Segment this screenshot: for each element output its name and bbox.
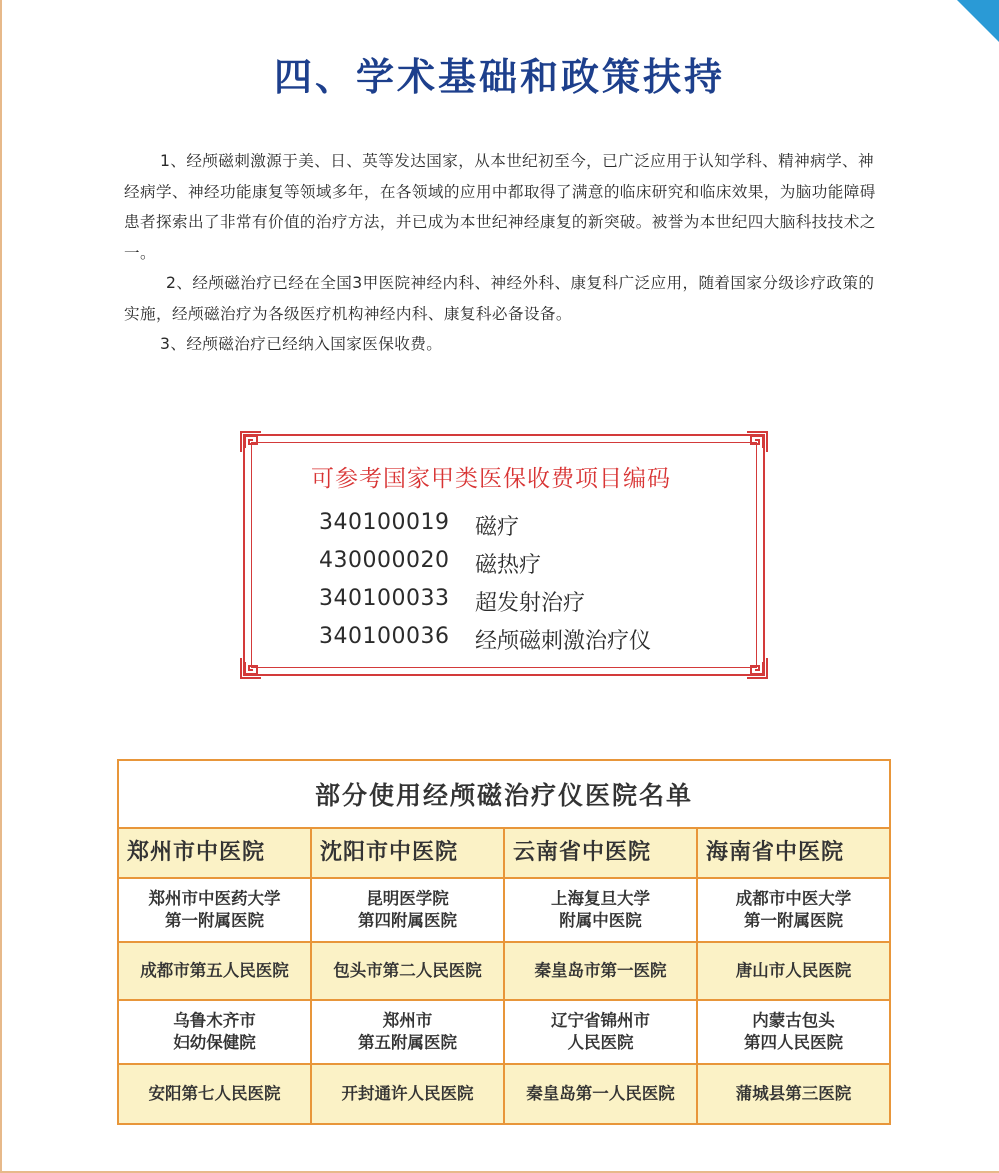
code-number: 340100019	[319, 510, 450, 535]
hospital-cell: 开封通许人民医院	[312, 1065, 505, 1123]
hospital-cell: 蒲城县第三医院	[698, 1065, 889, 1123]
corner-knot-icon	[745, 656, 769, 680]
hospital-table-title: 部分使用经颅磁治疗仪医院名单	[119, 761, 889, 829]
code-name: 磁疗	[475, 515, 520, 540]
code-number: 340100036	[319, 624, 450, 649]
hospital-cell: 昆明医学院 第四附属医院	[312, 879, 505, 943]
hospital-cell: 包头市第二人民医院	[312, 943, 505, 1001]
corner-knot-icon	[745, 430, 769, 454]
code-name: 磁热疗	[475, 553, 542, 578]
corner-knot-icon	[239, 656, 263, 680]
hospital-cell: 成都市中医大学 第一附属医院	[698, 879, 889, 943]
hospital-cell: 秦皇岛第一人民医院	[505, 1065, 698, 1123]
code-row	[319, 586, 651, 624]
code-number: 430000020	[319, 548, 450, 573]
paragraph-2: 2、经颅磁治疗已经在全国3甲医院神经内科、神经外科、康复科广泛应用，随着国家分级诊疗政策的实施，经颅磁治疗为各级医疗机构神经内科、康复科必备设备。	[124, 274, 875, 323]
hospital-cell: 云南省中医院	[505, 829, 698, 879]
corner-accent	[957, 0, 999, 42]
page-title: 四、学术基础和政策扶持	[273, 55, 725, 99]
corner-knot-icon	[239, 430, 263, 454]
hospital-table	[117, 759, 891, 1125]
hospital-cell: 郑州市中医院	[119, 829, 312, 879]
hospital-cell: 内蒙古包头 第四人民医院	[698, 1001, 889, 1065]
hospital-cell: 成都市第五人民医院	[119, 943, 312, 1001]
hospital-cell: 郑州市中医药大学 第一附属医院	[119, 879, 312, 943]
hospital-grid	[119, 829, 889, 1123]
paragraph-3: 3、经颅磁治疗已经纳入国家医保收费。	[160, 335, 443, 353]
code-box-title: 可参考国家甲类医保收费项目编码	[311, 466, 671, 492]
hospital-cell: 郑州市 第五附属医院	[312, 1001, 505, 1065]
code-list	[319, 510, 651, 662]
insurance-code-box	[243, 434, 765, 676]
hospital-cell: 安阳第七人民医院	[119, 1065, 312, 1123]
code-row	[319, 624, 651, 662]
body-text	[124, 146, 886, 360]
hospital-cell: 秦皇岛市第一医院	[505, 943, 698, 1001]
code-row	[319, 510, 651, 548]
hospital-cell: 海南省中医院	[698, 829, 889, 879]
hospital-cell: 上海复旦大学 附属中医院	[505, 879, 698, 943]
hospital-cell: 辽宁省锦州市 人民医院	[505, 1001, 698, 1065]
code-name: 超发射治疗	[475, 591, 586, 616]
code-row	[319, 548, 651, 586]
paragraph-1: 1、经颅磁刺激源于美、日、英等发达国家，从本世纪初至今，已广泛应用于认知学科、精神病学、神经病学、神经功能康复等领域多年，在各领域的应用中都取得了满意的临床研究和临床效果，为脑功能障碍患者探索出了非常有价值的治疗方法，并已成为本世纪神经康复的新突破。被誉为本世纪四大脑科技技术之一。	[124, 152, 876, 262]
code-number: 340100033	[319, 586, 450, 611]
hospital-cell: 乌鲁木齐市 妇幼保健院	[119, 1001, 312, 1065]
hospital-cell: 沈阳市中医院	[312, 829, 505, 879]
code-name: 经颅磁刺激治疗仪	[475, 629, 652, 654]
hospital-cell: 唐山市人民医院	[698, 943, 889, 1001]
